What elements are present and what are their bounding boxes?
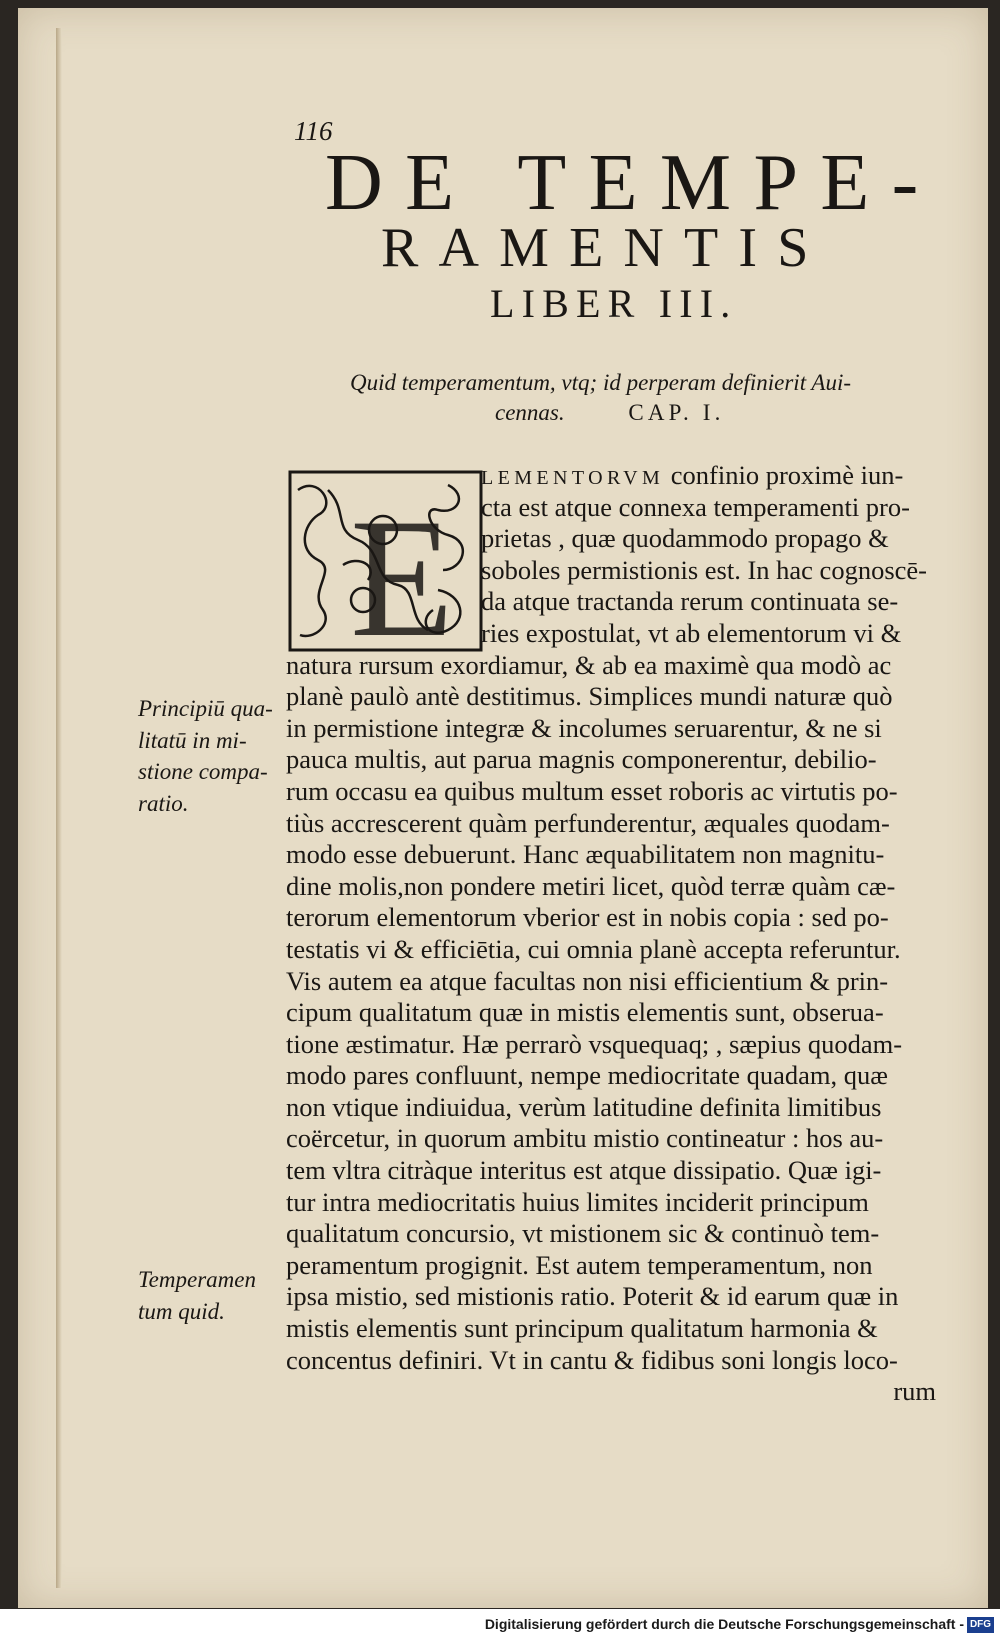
first-word-smallcaps: LEMENTORVM	[481, 467, 665, 489]
body-line: in permistione integræ & incolumes seruarentur, & ne si	[286, 712, 882, 743]
chapter-number: CAP. I.	[628, 400, 725, 425]
body-line: qualitatum concursio, vt mistionem sic & continuò tem-	[286, 1218, 880, 1249]
body-line: tione æstimatur. Hæ perrarò vsquequaq; , sæpius quodam-	[286, 1028, 903, 1059]
chapter-heading-line-2	[495, 400, 890, 426]
body-line: rum occasu ea quibus multum esset roboris ac virtutis po-	[286, 775, 898, 806]
title-line-1: DE TEMPE-	[325, 139, 941, 227]
body-line: tem vltra citràque interitus est atque dissipatio. Quæ igi-	[286, 1155, 882, 1186]
body-line: Vis autem ea atque facultas non nisi efficientium & prin-	[286, 965, 889, 996]
body-line: peramentum progignit. Est autem temperamentum, non	[286, 1249, 873, 1280]
body-line: non vtique indiuidua, verùm latitudine definita limitibus	[286, 1091, 882, 1122]
title-line-3: LIBER III.	[490, 281, 738, 326]
body-line: rum	[893, 1376, 936, 1407]
body-line: ipsa mistio, sed mistionis ratio. Poterit & id earum quæ in	[286, 1281, 899, 1312]
body-line: prietas , quæ quodammodo propago &	[481, 523, 889, 554]
dfg-logo: DFG	[967, 1617, 994, 1633]
body-line: cta est atque connexa temperamenti pro-	[481, 491, 910, 522]
body-line: pauca multis, aut parua magnis componerentur, debilio-	[286, 744, 877, 775]
body-line: mistis elementis sunt principum qualitatum harmonia &	[286, 1313, 878, 1344]
chapter-heading-line-1: Quid temperamentum, vtq; id perperam definierit Aui-	[350, 370, 852, 395]
marginal-note-line: Temperamen	[138, 1267, 256, 1292]
body-line: planè paulò antè destitimus. Simplices mundi naturæ quò	[286, 681, 893, 712]
marginal-note-1	[138, 693, 273, 819]
body-line: concentus definiri. Vt in cantu & fidibus soni longis loco-	[286, 1344, 898, 1375]
marginal-note-line: Principiū qua-	[138, 696, 273, 721]
body-line: da atque tractanda rerum continuata se-	[481, 586, 899, 617]
marginal-note-line: tum quid.	[138, 1298, 225, 1324]
body-line: modo esse debuerunt. Hanc æquabilitatem non magnitu-	[286, 839, 885, 870]
body-line: cipum qualitatum quæ in mistis elementis sunt, obserua-	[286, 997, 884, 1028]
initial-letter-glyph: E	[350, 484, 454, 652]
body-line: testatis vi & efficiētia, cui omnia planè accepta referuntur.	[286, 933, 901, 964]
body-line: coërcetur, in quorum ambitu mistio contineatur : hos au-	[286, 1123, 884, 1154]
body-line: tur intra mediocritatis huius limites inciderit principum	[286, 1186, 869, 1217]
body-line: modo pares confluunt, nempe mediocritate quadam, quæ	[286, 1060, 888, 1091]
title-line-2: RAMENTIS	[381, 217, 829, 279]
page-number: 116	[294, 116, 333, 146]
body-line: dine molis,non pondere metiri licet, quòd terræ quàm cæ-	[286, 870, 896, 901]
body-line: ries expostulat, vt ab elementorum vi &	[481, 617, 902, 648]
chapter-heading	[350, 370, 890, 426]
marginal-note-line: stione compa-	[138, 759, 268, 785]
marginal-note-line: ratio.	[138, 790, 189, 816]
body-text	[286, 460, 940, 1408]
marginal-note-line: litatū in mi-	[138, 727, 247, 753]
footer-bar	[0, 1609, 1000, 1643]
body-line: tiùs accrescerent quàm perfunderentur, æquales quodam-	[286, 807, 890, 838]
body-line: terorum elementorum vberior est in nobis copia : sed po-	[286, 902, 889, 933]
body-line: LEMENTORVM confinio proximè iun-	[481, 460, 904, 490]
chapter-heading-author: cennas.	[495, 400, 565, 425]
marginal-note-2	[138, 1264, 256, 1327]
footer-credit: Digitalisierung gefördert durch die Deutsche Forschungsgemeinschaft -	[484, 1616, 964, 1632]
body-line: natura rursum exordiamur, & ab ea maximè qua modò ac	[286, 649, 892, 680]
page-gutter-edge	[56, 28, 62, 1588]
body-line: soboles permistionis est. In hac cognoscē-	[481, 554, 927, 585]
